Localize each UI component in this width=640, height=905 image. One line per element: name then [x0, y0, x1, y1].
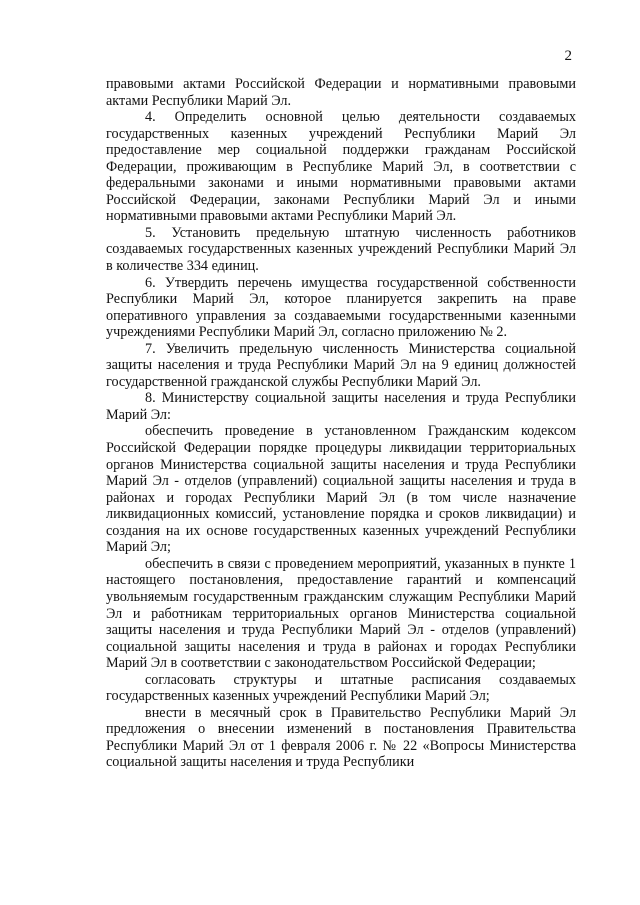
document-body: [106, 76, 576, 771]
paragraph-item-4: 4. Определить основной целью деятельности создаваемых государственных казенных учреждений Республики Марий Эл предоставление мер социальной поддержки гражданам Российской Федерации, проживающим в Республике Марий Эл, в соответствии с федеральными законами и иными нормативными правовыми актами Российской Федерации, законами Республики Марий Эл и иными нормативными правовыми актами Республики Марий Эл.: [106, 109, 576, 225]
paragraph-item-8-subitem-3: согласовать структуры и штатные расписания создаваемых государственных казенных учреждений Республики Марий Эл;: [106, 671, 576, 705]
paragraph-item-8-subitem-2: обеспечить в связи с проведением мероприятий, указанных в пункте 1 настоящего постановления, предоставление гарантий и компенсаций увольняемым государственным гражданским служащим Республики Марий Эл и работникам территориальных органов Министерства социальной защиты населения и труда Республики Марий Эл - отделов (управлений) социальной защиты населения и труда в районах и городах Республики Марий Эл в соответствии с законодательством Российской Федерации;: [106, 555, 576, 672]
paragraph-item-8-subitem-4: внести в месячный срок в Правительство Республики Марий Эл предложения о внесении изменений в постановления Правительства Республики Марий Эл от 1 февраля 2006 г. № 22 «Вопросы Министерства социальной защиты населения и труда Республики: [106, 704, 576, 771]
paragraph-item-5: 5. Установить предельную штатную численность работников создаваемых государственных казенных учреждений Республики Марий Эл в количестве 334 единиц.: [106, 224, 576, 275]
paragraph-item-7: 7. Увеличить предельную численность Министерства социальной защиты населения и труда Республики Марий Эл на 9 единиц должностей государственной гражданской службы Республики Марий Эл.: [106, 340, 576, 390]
page-number: 2: [564, 48, 572, 64]
paragraph-item-6: 6. Утвердить перечень имущества государственной собственности Республики Марий Эл, которое планируется закрепить на праве оперативного управления за создаваемыми государственными казенными учреждениями Республики Марий Эл, согласно приложению № 2.: [106, 274, 576, 341]
paragraph-continuation: правовыми актами Российской Федерации и нормативными правовыми актами Республики Марий Эл.: [106, 76, 576, 109]
paragraph-item-8: 8. Министерству социальной защиты населения и труда Республики Марий Эл:: [106, 390, 576, 423]
paragraph-item-8-subitem-1: обеспечить проведение в установленном Гражданским кодексом Российской Федерации порядке процедуры ликвидации территориальных органов Министерства социальной защиты населения и труда Республики Марий Эл - отделов (управлений) социальной защиты населения и труда в районах и городах Республики Марий Эл (в том числе назначение ликвидационных комиссий, установление порядка и сроков ликвидации) и создания на их основе государственных казенных учреждений Республики Марий Эл;: [106, 423, 576, 556]
